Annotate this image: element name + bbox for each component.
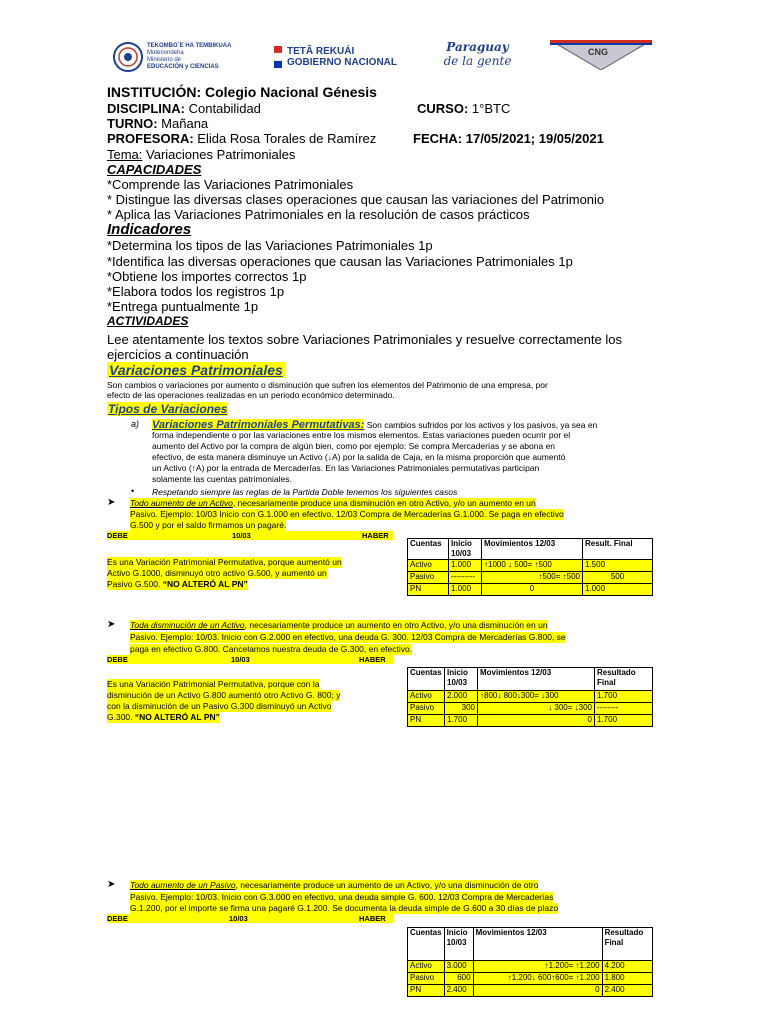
- case2-r1-final: 1.700: [595, 691, 653, 703]
- arrow-bullet-icon: ➤: [107, 879, 116, 890]
- ministry-seal-icon: [112, 41, 144, 73]
- variaciones-def-1: Son cambios o variaciones por aumento o disminución que sufren los elementos del Patrimonio de una empresa, por: [107, 380, 548, 390]
- actividades-text-2: ejercicios a continuación: [107, 347, 249, 362]
- case2-th-inicio: Inicio 10/03: [445, 668, 478, 691]
- case3-r3-cuenta: PN: [408, 985, 445, 997]
- case2-expl-1: Es una Variación Patrimonial Permutativa, porque con la: [107, 679, 320, 689]
- case3-r2-final: 1.800: [602, 973, 652, 985]
- actividades-text-1: Lee atentamente los textos sobre Variaciones Patrimoniales y resuelve correctamente los: [107, 332, 622, 347]
- case3-line1-text: , necesariamente produce un aumento de un Activo, y/o una disminución de otro: [235, 880, 539, 890]
- discipline-value: Contabilidad: [188, 101, 261, 116]
- case1-r3-inicio: 1.000: [449, 584, 482, 596]
- course-value: 1°BTC: [471, 101, 511, 116]
- case2-r2-mov: ↓ 300= ↓300: [478, 703, 595, 715]
- teacher-label: PROFESORA:: [107, 131, 194, 146]
- case2-r1-inicio: 2.000: [445, 691, 478, 703]
- actividades-title: ACTIVIDADES: [107, 314, 189, 328]
- case1-expl-3a: Pasivo G.500.: [107, 579, 163, 589]
- topic-label: Tema:: [107, 147, 143, 162]
- case3-r2-inicio: 600: [444, 973, 473, 985]
- case1-r1-inicio: 1.000: [449, 560, 482, 572]
- case2-expl-4: [107, 712, 220, 723]
- case3-date: 10/03: [229, 914, 248, 923]
- variaciones-def-2: efecto de las operaciones realizadas en un periodo económico determinado.: [107, 390, 395, 400]
- indicadores-title: Indicadores: [107, 221, 192, 238]
- case2-r3-final: 1.700: [595, 715, 653, 727]
- case2-table: [407, 667, 653, 727]
- case1-journal-header: [107, 531, 394, 540]
- indicador-4: *Elabora todos los registros 1p: [107, 284, 285, 299]
- case1-th-mov: Movimientos 12/03: [482, 539, 583, 560]
- case2-journal-header: [107, 655, 394, 664]
- case2-r1-mov: ↑800↓ 800↓300= ↓300: [478, 691, 595, 703]
- case3-th-mov: Movimientos 12/03: [473, 928, 602, 961]
- ministry-sub1: Motenondeha: [147, 50, 184, 56]
- case1-th-cuentas: Cuentas: [408, 539, 449, 560]
- case1-r2-cuenta: Pasivo: [408, 572, 449, 584]
- date-value: 17/05/2021; 19/05/2021: [465, 131, 604, 146]
- shift-line: [107, 116, 208, 131]
- case1-r3-final: 1.000: [583, 584, 653, 596]
- case1-line-1: [130, 498, 536, 509]
- case3-table: [407, 927, 653, 997]
- case2-expl-3: con la disminución de un Pasivo G.300 disminuyó un Activo: [107, 701, 332, 711]
- case2-debe: DEBE: [107, 655, 128, 664]
- partida-doble-note: Respetando siempre las reglas de la Partida Doble tenemos los siguientes casos: [152, 487, 458, 497]
- case1-haber: HABER: [362, 531, 389, 540]
- government-line1: TETÃ REKUÁI: [287, 46, 355, 57]
- capacidad-1: *Comprende las Variaciones Patrimoniales: [107, 177, 354, 192]
- case2-r2-inicio: 300: [445, 703, 478, 715]
- ministry-sub2: Ministerio de: [147, 57, 182, 63]
- paraguay-line2: de la gente: [443, 54, 512, 68]
- indicador-1: *Determina los tipos de las Variaciones Patrimoniales 1p: [107, 238, 433, 253]
- case2-line-2: Pasivo. Ejemplo: 10/03. Inicio con G.2.000 en efectivo, una deuda G. 300. 12/03 Compra de Mercaderías G.800, se: [130, 632, 566, 642]
- shift-value: Mañana: [161, 116, 209, 131]
- teacher-line: [107, 131, 376, 146]
- case3-title: Todo aumento de un Pasivo: [130, 880, 236, 890]
- case1-expl-1: Es una Variación Patrimonial Permutativa, porque aumentó un: [107, 557, 342, 567]
- permut-line-1: Son cambios sufridos por los activos y los pasivos, ya sea en: [364, 420, 598, 430]
- case1-r2-inicio: ---------: [449, 572, 482, 584]
- case1-table: [407, 538, 653, 596]
- case1-r1-mov: ↑1000 ↓ 500= ↑500: [482, 560, 583, 572]
- case1-th-final: Result. Final: [583, 539, 653, 560]
- permut-line-3: aumento del Activo por la compra de algún bien, como por ejemplo: Se compra Mercaderías y se abona en: [152, 441, 556, 451]
- case3-th-cuentas: Cuentas: [408, 928, 445, 961]
- permut-label: a): [131, 419, 140, 429]
- permut-title: Variaciones Patrimoniales Permutativas:: [152, 419, 365, 431]
- date-line: [413, 131, 604, 146]
- indicador-2: *Identifica las diversas operaciones que causan las Variaciones Patrimoniales 1p: [107, 254, 573, 269]
- case1-date: 10/03: [232, 531, 251, 540]
- government-line2: GOBIERNO NACIONAL: [287, 57, 397, 68]
- case1-expl-3: [107, 579, 248, 590]
- ministry-logo: [112, 40, 252, 74]
- permut-line-4: efectivo, de esta manera disminuye un Activo (↓A) por la salida de Caja, en la misma proporción que aumentó: [152, 452, 566, 462]
- case3-r3-mov: 0: [473, 985, 602, 997]
- case3-r1-inicio: 3.000: [444, 961, 473, 973]
- case2-expl-4b: “NO ALTERÓ AL PN”: [134, 712, 220, 722]
- case2-th-mov: Movimientos 12/03: [478, 668, 595, 691]
- paraguay-logo: [430, 40, 525, 68]
- discipline-line: [107, 101, 261, 116]
- case1-r1-final: 1.500: [583, 560, 653, 572]
- case2-line1-text: , necesariamente produce un aumento en otro Activo, y/o una disminución en un: [244, 620, 548, 630]
- case3-line-2: Pasivo. Ejemplo: 10/03. Inicio con G.3.000 en efectivo, una deuda simple G. 600. 12/03 Compra de Mercaderías: [130, 892, 554, 902]
- case1-r2-mov: ↑500= ↑500: [482, 572, 583, 584]
- case2-r1-cuenta: Activo: [408, 691, 445, 703]
- case3-th-inicio: Inicio 10/03: [444, 928, 473, 961]
- teacher-value: Elida Rosa Torales de Ramírez: [197, 131, 377, 146]
- topic-value: Variaciones Patrimoniales: [146, 147, 296, 162]
- case1-r1-cuenta: Activo: [408, 560, 449, 572]
- cng-logo: [550, 40, 652, 70]
- case3-r1-cuenta: Activo: [408, 961, 445, 973]
- course-label: CURSO:: [417, 101, 469, 116]
- permut-line-2: forma independiente o por las variaciones entre los mismos elementos. Estas variaciones pueden ocurrir por el: [152, 430, 571, 440]
- case1-r3-cuenta: PN: [408, 584, 449, 596]
- case2-th-final: Resultado Final: [595, 668, 653, 691]
- case3-r2-cuenta: Pasivo: [408, 973, 445, 985]
- flag-icon: [274, 46, 282, 68]
- case2-r2-cuenta: Pasivo: [408, 703, 445, 715]
- arrow-bullet-icon: ➤: [107, 497, 116, 508]
- ministry-name: TEKOMBO´E HA TEMBIKUAA: [147, 43, 232, 49]
- bullet-icon: •: [131, 486, 135, 496]
- case3-debe: DEBE: [107, 914, 128, 923]
- indicador-3: *Obtiene los importes correctos 1p: [107, 269, 307, 284]
- case1-line-3: G.500 y por el saldo firmamos un pagaré.: [130, 520, 287, 530]
- variaciones-title: Variaciones Patrimoniales: [109, 362, 283, 378]
- course-line: [417, 101, 510, 116]
- case3-r1-final: 4.200: [602, 961, 652, 973]
- case2-r3-mov: 0: [478, 715, 595, 727]
- capacidades-title: CAPACIDADES: [107, 162, 202, 177]
- case1-line-2: Pasivo. Ejemplo: 10/03 Inicio con G.1.000 en efectivo. 12/03 Compra de Mercaderías G.1.000. Se paga en efectivo: [130, 509, 564, 519]
- arrow-bullet-icon: ➤: [107, 619, 116, 630]
- case3-r3-final: 2.400: [602, 985, 652, 997]
- case1-expl-2: Activo G.1000, disminuyó otro activo G.500, y aumentó un: [107, 568, 327, 578]
- institution-line: [107, 85, 377, 100]
- case1-r2-final: 500: [583, 572, 653, 584]
- case3-line-1: [130, 880, 538, 891]
- case2-haber: HABER: [359, 655, 386, 664]
- case1-r3-mov: 0: [482, 584, 583, 596]
- discipline-label: DISCIPLINA:: [107, 101, 185, 116]
- case1-title: Todo aumento de un Activo: [130, 498, 233, 508]
- case2-line-3: paga en efectivo G.800. Cancelamos nuestra deuda de G.300, en efectivo.: [130, 644, 413, 654]
- case3-line-3: G.1.200, por el importe se firma una pagaré G.1.200. Se documenta la deuda simple de G.600 a 30 días de plazo: [130, 903, 559, 913]
- case3-r3-inicio: 2.400: [444, 985, 473, 997]
- case3-th-final: Resultado Final: [602, 928, 652, 961]
- permut-line-5: un Activo (↑A) por la entrada de Mercaderías. En las Variaciones Patrimoniales permutativas participan: [152, 463, 540, 473]
- shift-label: TURNO:: [107, 116, 158, 131]
- case2-r3-inicio: 1.700: [445, 715, 478, 727]
- tipos-title: Tipos de Variaciones: [108, 402, 228, 416]
- case2-date: 10/03: [231, 655, 250, 664]
- capacidad-2: * Distingue las diversas clases operaciones que causan las variaciones del Patrimonio: [107, 192, 605, 207]
- topic-line: [107, 147, 295, 162]
- case2-r2-final: --------: [595, 703, 653, 715]
- government-logo: [274, 45, 414, 69]
- case2-line-1: [130, 620, 548, 631]
- case2-expl-4a: G.300.: [107, 712, 135, 722]
- case2-expl-2: disminución de un Activo G.800 aumentó otro Activo G. 800; y: [107, 690, 341, 700]
- ministry-sub3: EDUCACIÓN y CIENCIAS: [147, 64, 219, 70]
- date-label: FECHA:: [413, 131, 463, 146]
- institution-label: INSTITUCIÓN:: [107, 84, 202, 100]
- case1-line1-text: , necesariamente produce una disminución en otro Activo, y/o un aumento en un: [232, 498, 536, 508]
- case2-title: Toda disminución de un Activo: [130, 620, 245, 630]
- case1-expl-3b: “NO ALTERÓ AL PN”: [162, 579, 248, 589]
- case3-r2-mov: ↑1.200↓ 600↑600= ↑1.200: [473, 973, 602, 985]
- paraguay-line1: Paraguay: [446, 40, 509, 54]
- cng-text: CNG: [588, 47, 608, 57]
- indicador-5: *Entrega puntualmente 1p: [107, 299, 259, 314]
- case1-debe: DEBE: [107, 531, 128, 540]
- case2-r3-cuenta: PN: [408, 715, 445, 727]
- case3-r1-mov: ↑1.200= ↑1.200: [473, 961, 602, 973]
- case3-journal-header: [107, 914, 394, 923]
- case3-haber: HABER: [359, 914, 386, 923]
- case1-th-inicio: Inicio 10/03: [449, 539, 482, 560]
- capacidad-3: * Aplica las Variaciones Patrimoniales en la resolución de casos prácticos: [107, 207, 530, 222]
- case2-th-cuentas: Cuentas: [408, 668, 445, 691]
- permut-line-6: solamente las cuentas patrimoniales.: [152, 474, 292, 484]
- institution-value: Colegio Nacional Génesis: [205, 84, 377, 100]
